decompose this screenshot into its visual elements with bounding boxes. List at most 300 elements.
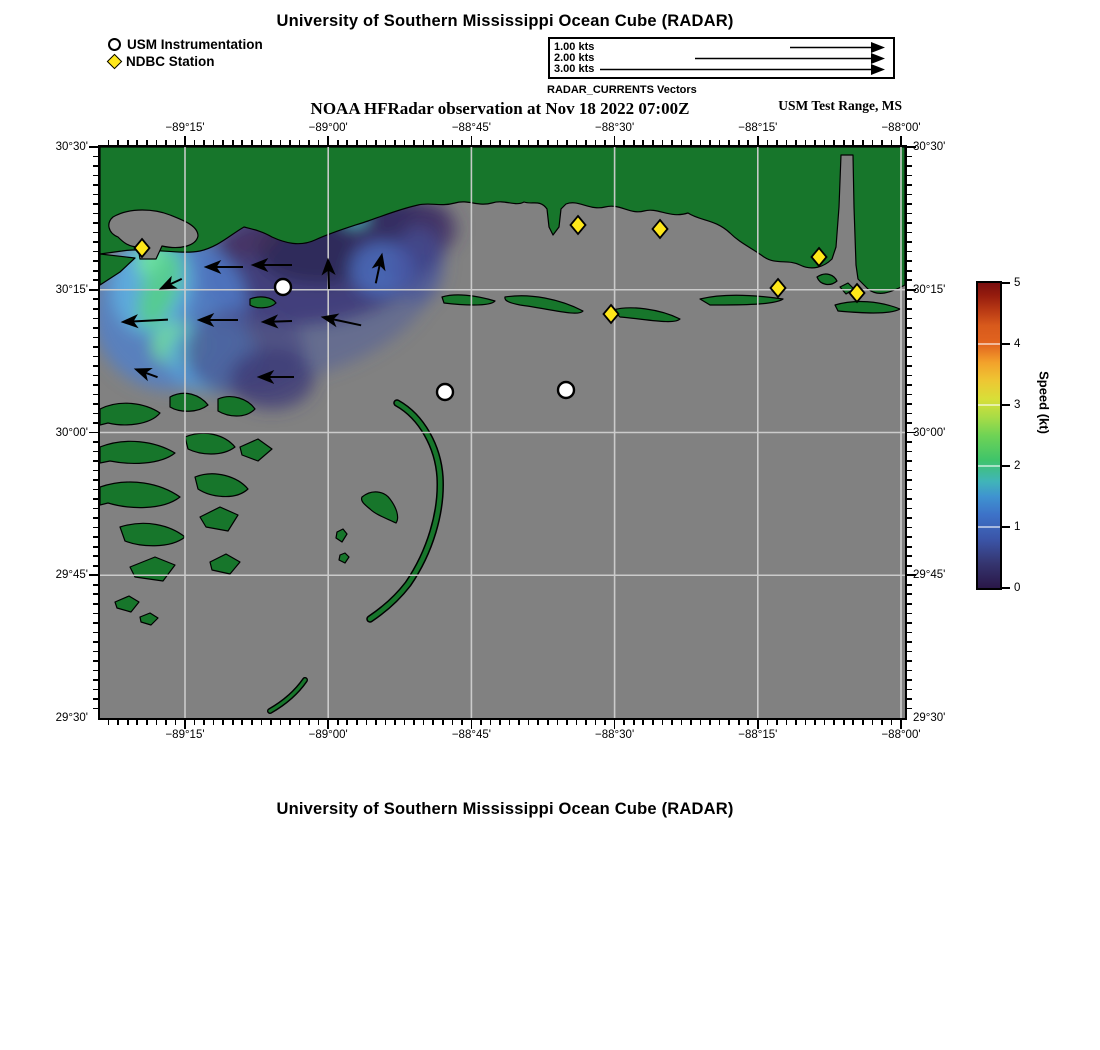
lat-tick xyxy=(93,527,98,529)
lat-tick xyxy=(93,165,98,167)
lon-tick xyxy=(356,720,358,725)
lat-tick-label-left: 29°45' xyxy=(55,569,88,582)
lon-tick xyxy=(461,140,463,145)
lon-tick xyxy=(156,140,158,145)
vector-scale-arrowhead xyxy=(871,53,885,64)
lat-tick xyxy=(93,451,98,453)
lon-tick xyxy=(872,720,874,725)
footer-title: University of Southern Mississippi Ocean Cube (RADAR) xyxy=(276,800,734,818)
colorbar-tick-label: 3 xyxy=(1014,399,1021,411)
lat-tick-label-right: 30°15' xyxy=(913,283,946,296)
lon-tick xyxy=(576,720,578,725)
lat-tick xyxy=(93,470,98,472)
lat-tick xyxy=(907,708,912,710)
lon-tick xyxy=(432,140,434,145)
lon-tick xyxy=(537,720,539,725)
lat-tick xyxy=(93,251,98,253)
lon-tick xyxy=(833,140,835,145)
lon-tick xyxy=(289,720,291,725)
lat-tick-label-left: 30°00' xyxy=(55,426,88,439)
lon-tick xyxy=(652,140,654,145)
lat-tick xyxy=(93,679,98,681)
lon-tick xyxy=(738,720,740,725)
lon-tick xyxy=(728,140,730,145)
lat-tick xyxy=(93,346,98,348)
lat-tick xyxy=(89,432,98,434)
lat-tick xyxy=(907,365,912,367)
lat-tick xyxy=(93,641,98,643)
lat-tick xyxy=(907,403,912,405)
lon-tick xyxy=(566,720,568,725)
lat-tick xyxy=(907,508,912,510)
lat-tick xyxy=(93,308,98,310)
lon-tick xyxy=(175,720,177,725)
lon-tick xyxy=(251,720,253,725)
lon-tick xyxy=(146,720,148,725)
lon-tick xyxy=(852,140,854,145)
lat-tick-label-left: 30°30' xyxy=(55,141,88,153)
lon-tick xyxy=(184,136,186,145)
lon-tick xyxy=(232,720,234,725)
lon-tick xyxy=(423,140,425,145)
lat-tick xyxy=(907,527,912,529)
lat-tick xyxy=(907,698,912,700)
lat-tick xyxy=(907,279,912,281)
lat-tick xyxy=(89,146,98,148)
lat-tick xyxy=(907,632,912,634)
lon-tick xyxy=(165,720,167,725)
lon-tick xyxy=(413,720,415,725)
lat-tick xyxy=(93,279,98,281)
lon-tick xyxy=(499,720,501,725)
lon-tick xyxy=(394,140,396,145)
lon-tick xyxy=(595,720,597,725)
lat-tick xyxy=(907,565,912,567)
lon-tick xyxy=(719,140,721,145)
lat-tick xyxy=(907,213,912,215)
lon-tick xyxy=(795,720,797,725)
lat-tick xyxy=(907,651,912,653)
lat-tick xyxy=(907,241,912,243)
lon-tick xyxy=(595,140,597,145)
lon-tick xyxy=(375,140,377,145)
lon-tick xyxy=(547,140,549,145)
colorbar-tick-label: 0 xyxy=(1014,582,1021,594)
lat-tick xyxy=(93,632,98,634)
lat-tick xyxy=(907,346,912,348)
lon-tick xyxy=(566,140,568,145)
page-title: University of Southern Mississippi Ocean Cube (RADAR) xyxy=(276,12,734,30)
lon-tick xyxy=(776,720,778,725)
vector-scale-caption: RADAR_CURRENTS Vectors xyxy=(547,84,697,96)
lon-tick xyxy=(480,720,482,725)
lat-tick xyxy=(93,175,98,177)
lon-tick xyxy=(709,140,711,145)
lat-tick xyxy=(93,375,98,377)
usm-station-marker xyxy=(275,279,291,295)
lat-tick-label-left: 29°30' xyxy=(55,712,88,724)
lon-tick xyxy=(528,720,530,725)
lon-tick xyxy=(337,720,339,725)
lon-tick xyxy=(337,140,339,145)
lon-tick xyxy=(862,140,864,145)
lon-tick xyxy=(786,720,788,725)
lat-tick xyxy=(907,375,912,377)
lon-tick xyxy=(862,720,864,725)
lat-tick xyxy=(907,175,912,177)
lon-tick xyxy=(270,720,272,725)
lon-tick xyxy=(824,140,826,145)
lat-tick xyxy=(907,479,912,481)
lat-tick xyxy=(93,394,98,396)
lon-tick xyxy=(452,140,454,145)
lon-tick xyxy=(213,720,215,725)
lon-tick xyxy=(700,720,702,725)
lat-tick xyxy=(93,536,98,538)
lon-tick xyxy=(604,140,606,145)
colorbar-tick-label: 5 xyxy=(1014,277,1021,289)
lon-tick xyxy=(346,140,348,145)
lon-tick xyxy=(413,140,415,145)
lon-tick xyxy=(795,140,797,145)
lon-tick xyxy=(385,140,387,145)
lon-tick xyxy=(700,140,702,145)
colorbar-tick xyxy=(1002,282,1010,284)
observation-subtitle: NOAA HFRadar observation at Nov 18 2022 07:00Z xyxy=(310,99,690,118)
lon-tick-label-top: −88°30' xyxy=(595,122,635,134)
colorbar-tick-label: 2 xyxy=(1014,460,1021,472)
lon-tick xyxy=(490,140,492,145)
colorbar-tick xyxy=(1002,404,1010,406)
lon-tick xyxy=(900,720,902,729)
lon-tick xyxy=(662,720,664,725)
lat-tick xyxy=(93,384,98,386)
lat-tick xyxy=(93,517,98,519)
lon-tick xyxy=(442,720,444,725)
lon-tick xyxy=(786,140,788,145)
lon-tick xyxy=(356,140,358,145)
lat-tick xyxy=(93,708,98,710)
lon-tick xyxy=(117,140,119,145)
lat-tick xyxy=(907,622,912,624)
lat-tick xyxy=(93,241,98,243)
lat-tick xyxy=(93,479,98,481)
lon-tick xyxy=(681,140,683,145)
lon-tick xyxy=(308,140,310,145)
lon-tick xyxy=(117,720,119,725)
lon-tick xyxy=(194,720,196,725)
lon-tick xyxy=(518,720,520,725)
lon-tick xyxy=(528,140,530,145)
lon-tick xyxy=(767,140,769,145)
colorbar-tick xyxy=(1002,465,1010,467)
lon-tick xyxy=(318,140,320,145)
lon-tick xyxy=(891,720,893,725)
lat-tick xyxy=(89,574,98,576)
lon-tick xyxy=(728,720,730,725)
lon-tick xyxy=(366,140,368,145)
lat-tick-label-right: 30°00' xyxy=(913,426,946,439)
lon-tick xyxy=(614,136,616,145)
lat-tick xyxy=(907,356,912,358)
lat-tick xyxy=(907,251,912,253)
lon-tick xyxy=(346,720,348,725)
lat-tick xyxy=(93,270,98,272)
lat-tick-label-right: 30°30' xyxy=(913,141,946,153)
lon-tick xyxy=(299,720,301,725)
lon-tick-label-top: −88°00' xyxy=(881,122,921,134)
lat-tick xyxy=(93,593,98,595)
lon-tick xyxy=(891,140,893,145)
lat-tick xyxy=(907,584,912,586)
lon-tick xyxy=(299,140,301,145)
lat-tick xyxy=(907,270,912,272)
lat-tick xyxy=(93,194,98,196)
lat-tick xyxy=(93,337,98,339)
lat-tick xyxy=(907,337,912,339)
colorbar-crossline xyxy=(978,404,1000,406)
lat-tick xyxy=(907,460,912,462)
lon-tick xyxy=(261,720,263,725)
lon-tick xyxy=(175,140,177,145)
lon-tick xyxy=(900,136,902,145)
lon-tick xyxy=(509,720,511,725)
lat-tick xyxy=(907,156,912,158)
lat-tick-label-right: 29°30' xyxy=(913,712,946,724)
legend-ndbc-label: NDBC Station xyxy=(126,54,215,69)
lon-tick xyxy=(318,720,320,725)
lat-tick xyxy=(907,470,912,472)
lon-tick xyxy=(203,720,205,725)
lon-tick xyxy=(327,136,329,145)
vector-scale-arrows xyxy=(550,39,893,77)
lon-tick xyxy=(280,140,282,145)
lat-tick xyxy=(93,651,98,653)
lon-tick xyxy=(642,720,644,725)
lat-tick xyxy=(93,622,98,624)
lon-tick xyxy=(757,136,759,145)
lat-tick xyxy=(93,441,98,443)
lat-tick xyxy=(907,641,912,643)
lat-tick xyxy=(93,498,98,500)
lat-tick xyxy=(907,670,912,672)
lon-tick xyxy=(480,140,482,145)
lat-tick xyxy=(907,660,912,662)
usm-instrumentation-icon xyxy=(108,38,121,51)
lat-tick xyxy=(907,451,912,453)
lon-tick xyxy=(461,720,463,725)
lat-tick xyxy=(93,403,98,405)
lat-tick xyxy=(93,327,98,329)
lat-tick xyxy=(93,489,98,491)
lon-tick xyxy=(375,720,377,725)
lon-tick xyxy=(165,140,167,145)
lon-tick-label-top: −88°15' xyxy=(738,122,778,134)
lat-tick xyxy=(93,413,98,415)
colorbar xyxy=(976,281,1002,590)
lat-tick xyxy=(93,508,98,510)
lat-tick xyxy=(907,232,912,234)
lon-tick xyxy=(222,140,224,145)
lon-tick xyxy=(127,720,129,725)
lon-tick xyxy=(308,720,310,725)
lon-tick xyxy=(576,140,578,145)
lat-tick xyxy=(907,413,912,415)
lon-tick xyxy=(203,140,205,145)
lat-tick xyxy=(93,232,98,234)
lon-tick xyxy=(261,140,263,145)
lat-tick xyxy=(907,536,912,538)
lat-tick xyxy=(93,318,98,320)
lon-tick xyxy=(881,720,883,725)
lat-tick xyxy=(907,489,912,491)
lat-tick xyxy=(907,384,912,386)
colorbar-crossline xyxy=(978,465,1000,467)
lat-tick xyxy=(93,365,98,367)
map-canvas xyxy=(100,147,905,718)
colorbar-tick xyxy=(1002,587,1010,589)
lon-tick xyxy=(814,720,816,725)
lon-tick xyxy=(662,140,664,145)
lon-tick xyxy=(327,720,329,729)
lon-tick xyxy=(872,140,874,145)
lon-tick xyxy=(614,720,616,729)
lat-tick xyxy=(93,356,98,358)
lon-tick xyxy=(604,720,606,725)
lat-tick xyxy=(907,165,912,167)
lat-tick xyxy=(93,298,98,300)
lat-tick xyxy=(907,260,912,262)
vector-scale-1kt-label: 1.00 kts xyxy=(554,41,595,53)
lon-tick xyxy=(127,140,129,145)
lon-tick-label-bottom: −88°15' xyxy=(738,729,778,741)
lon-tick xyxy=(814,140,816,145)
lon-tick xyxy=(690,140,692,145)
lon-tick xyxy=(222,720,224,725)
lon-tick xyxy=(747,140,749,145)
lon-tick xyxy=(471,136,473,145)
lon-tick xyxy=(557,140,559,145)
usm-station-marker xyxy=(558,382,574,398)
lat-tick xyxy=(907,517,912,519)
colorbar-label: Speed (kt) xyxy=(1036,371,1052,434)
vector-scale-3kt-label: 3.00 kts xyxy=(554,63,595,75)
lon-tick xyxy=(881,140,883,145)
lat-tick xyxy=(93,213,98,215)
lat-tick xyxy=(907,613,912,615)
lon-tick xyxy=(518,140,520,145)
legend-usm-label: USM Instrumentation xyxy=(127,37,263,52)
lon-tick xyxy=(633,720,635,725)
lat-tick xyxy=(907,394,912,396)
lat-tick xyxy=(907,318,912,320)
lon-tick xyxy=(709,720,711,725)
lat-tick xyxy=(907,555,912,557)
lat-tick xyxy=(93,689,98,691)
lat-tick xyxy=(907,679,912,681)
colorbar-tick xyxy=(1002,343,1010,345)
lon-tick xyxy=(194,140,196,145)
lon-tick xyxy=(767,720,769,725)
lat-tick xyxy=(93,555,98,557)
lon-tick xyxy=(833,720,835,725)
lon-tick xyxy=(156,720,158,725)
lon-tick xyxy=(805,720,807,725)
vector-scale-arrowhead xyxy=(871,64,885,75)
colorbar-tick xyxy=(1002,526,1010,528)
lon-tick xyxy=(490,720,492,725)
lon-tick xyxy=(432,720,434,725)
lat-tick xyxy=(907,593,912,595)
lat-tick xyxy=(907,327,912,329)
lon-tick-label-bottom: −89°15' xyxy=(165,729,205,741)
lon-tick xyxy=(241,140,243,145)
lon-tick xyxy=(232,140,234,145)
lon-tick xyxy=(757,720,759,729)
lat-tick xyxy=(907,194,912,196)
lat-tick-label-right: 29°45' xyxy=(913,569,946,582)
lon-tick xyxy=(719,720,721,725)
lon-tick-label-bottom: −88°30' xyxy=(595,729,635,741)
lon-tick xyxy=(690,720,692,725)
lat-tick xyxy=(93,613,98,615)
lon-tick xyxy=(385,720,387,725)
lon-tick xyxy=(633,140,635,145)
lat-tick xyxy=(907,546,912,548)
lon-tick xyxy=(824,720,826,725)
lon-tick xyxy=(671,720,673,725)
lon-tick xyxy=(270,140,272,145)
lat-tick xyxy=(93,565,98,567)
lon-tick xyxy=(289,140,291,145)
lon-tick xyxy=(585,140,587,145)
lon-tick-label-bottom: −88°00' xyxy=(881,729,921,741)
lon-tick xyxy=(499,140,501,145)
lon-tick xyxy=(146,140,148,145)
lon-tick xyxy=(471,720,473,729)
lat-tick xyxy=(93,584,98,586)
lon-tick-label-bottom: −89°00' xyxy=(308,729,348,741)
lat-tick xyxy=(907,422,912,424)
lat-tick xyxy=(907,498,912,500)
lat-tick xyxy=(907,222,912,224)
lon-tick xyxy=(852,720,854,725)
lon-tick xyxy=(557,720,559,725)
lat-tick xyxy=(93,660,98,662)
lon-tick xyxy=(623,720,625,725)
vector-scale-arrowhead xyxy=(871,42,885,53)
lon-tick xyxy=(184,720,186,729)
colorbar-crossline xyxy=(978,343,1000,345)
lon-tick xyxy=(108,720,110,725)
lon-tick xyxy=(547,720,549,725)
lon-tick xyxy=(404,720,406,725)
lat-tick xyxy=(907,203,912,205)
colorbar-tick-label: 1 xyxy=(1014,521,1021,533)
lat-tick-label-left: 30°15' xyxy=(55,283,88,296)
lon-tick-label-top: −89°15' xyxy=(165,122,205,134)
lat-tick xyxy=(907,308,912,310)
lat-tick xyxy=(907,603,912,605)
lat-tick xyxy=(93,222,98,224)
map-panel xyxy=(98,145,907,720)
lon-tick-label-top: −89°00' xyxy=(308,122,348,134)
lon-tick xyxy=(442,140,444,145)
lon-tick xyxy=(805,140,807,145)
lon-tick xyxy=(404,140,406,145)
lon-tick xyxy=(241,720,243,725)
lon-tick xyxy=(738,140,740,145)
